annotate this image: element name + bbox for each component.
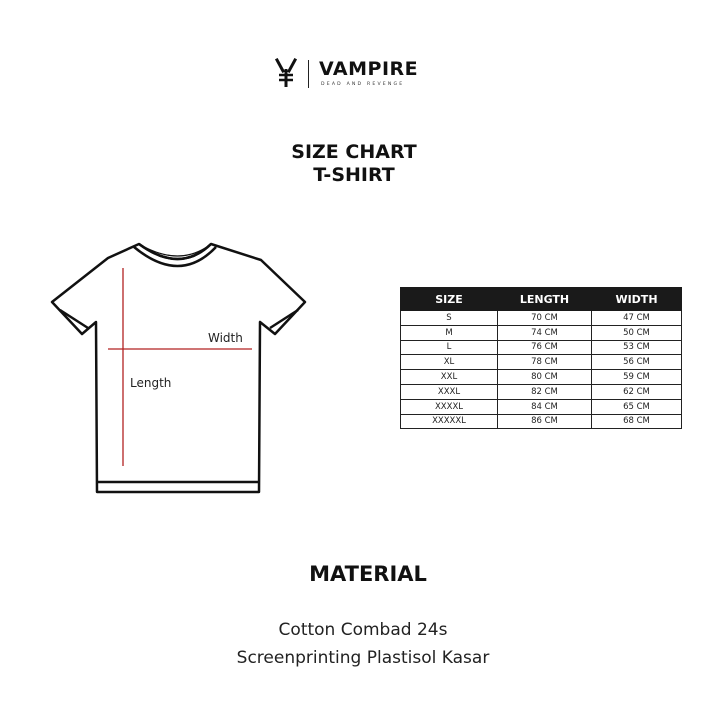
width-cell: 56 CM [592,355,682,370]
header-size: SIZE [401,288,498,311]
tshirt-diagram [40,230,320,500]
length-cell: 82 CM [498,384,592,399]
brand-tagline: DEAD AND REVENGE [321,82,405,87]
length-cell: 74 CM [498,325,592,340]
table-header-row [401,288,682,311]
size-cell: XXXXL [401,399,498,414]
material-title: MATERIAL [309,562,427,586]
material-fabric: Cotton Combad 24s [278,620,448,640]
width-label: Width [208,331,243,345]
width-cell: 47 CM [592,311,682,326]
length-cell: 80 CM [498,370,592,385]
table-row [401,340,682,355]
size-cell: XXXL [401,384,498,399]
material-print: Screenprinting Plastisol Kasar [236,648,490,668]
size-cell: S [401,311,498,326]
table-row [401,384,682,399]
size-cell: XXL [401,370,498,385]
length-cell: 84 CM [498,399,592,414]
size-cell: XL [401,355,498,370]
logo-divider [308,60,309,88]
table-row [401,355,682,370]
brand-name: VAMPIRE [319,58,419,80]
width-cell: 62 CM [592,384,682,399]
size-table [400,287,682,429]
size-cell: L [401,340,498,355]
length-label: Length [130,376,172,390]
size-chart-subtitle: T-SHIRT [313,164,395,186]
table-row [401,370,682,385]
table-row [401,325,682,340]
table-row [401,414,682,429]
table-row [401,311,682,326]
length-cell: 70 CM [498,311,592,326]
vampire-fang-icon [274,58,298,88]
brand-logo [272,56,442,96]
header-width: WIDTH [592,288,682,311]
size-cell: XXXXXL [401,414,498,429]
width-cell: 50 CM [592,325,682,340]
width-cell: 68 CM [592,414,682,429]
length-cell: 78 CM [498,355,592,370]
width-cell: 59 CM [592,370,682,385]
length-cell: 76 CM [498,340,592,355]
tshirt-outline-icon [40,230,320,500]
width-cell: 65 CM [592,399,682,414]
table-row [401,399,682,414]
width-cell: 53 CM [592,340,682,355]
length-cell: 86 CM [498,414,592,429]
size-chart-title: SIZE CHART [291,141,417,163]
header-length: LENGTH [498,288,592,311]
size-cell: M [401,325,498,340]
